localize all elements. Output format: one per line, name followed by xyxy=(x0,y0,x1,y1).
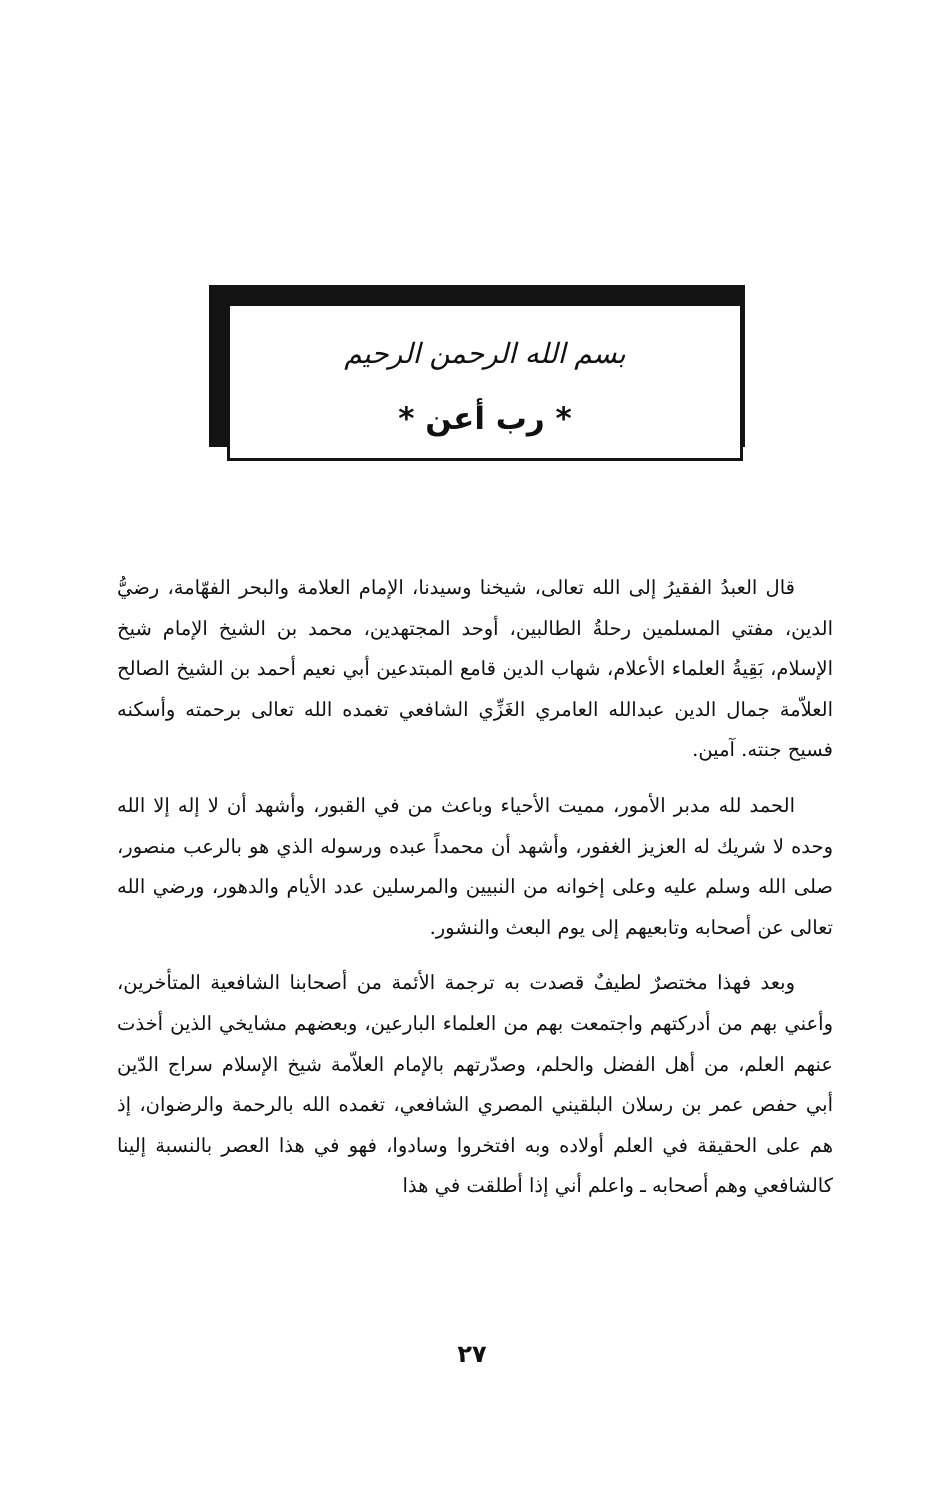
body-text xyxy=(117,568,833,1222)
basmala: بسم الله الرحمن الرحيم xyxy=(344,337,626,370)
invocation: * رب أعن * xyxy=(398,401,572,437)
paragraph-1: قال العبدُ الفقيرُ إلى الله تعالى، شيخنا وسيدنا، الإمام العلامة والبحر الفهّامة، رضيُّ الدين، مفتي المسلمين رحلةُ الطالبين، أوحد المجتهدين، محمد بن الشيخ الإمام شيخ الإسلام، بَقِيةُ العلماء الأعلام، شهاب الدين قامع المبتدعين أبي نعيم أحمد بن الشيخ الصالح العلاّمة جمال الدين عبدالله العامري الغَزِّي الشافعي تغمده الله تعالى برحمته وأسكنه فسيح جنته. آمين. xyxy=(117,576,833,762)
paragraph-2: الحمد لله مدبر الأمور، مميت الأحياء وباعث من في القبور، وأشهد أن لا إله إلا الله وحده لا شريك له العزيز الغفور، وأشهد أن محمداً عبده ورسوله الذي هو بالرعب منصور، صلى الله وسلم عليه وعلى إخوانه من النبيين والمرسلين عدد الأيام والدهور، ورضي الله تعالى عن أصحابه وتابعيهم إلى يوم البعث والنشور. xyxy=(117,793,833,939)
title-box xyxy=(227,303,743,461)
paragraph-3: وبعد فهذا مختصرٌ لطيفٌ قصدت به ترجمة الأئمة من أصحابنا الشافعية المتأخرين، وأعني بهم من أدركتهم واجتمعت بهم من العلماء البارعين، وبعضهم مشايخي الذين أخذت عنهم العلم، من أهل الفضل والحلم، وصدّرتهم بالإمام العلاّمة شيخ الإسلام سراج الدّين أبي حفص عمر بن رسلان البلقيني المصري الشافعي، تغمده الله بالرحمة والرضوان، إذ هم على الحقيقة في العلم أولاده وبه افتخروا وسادوا، فهو في هذا العصر بالنسبة إلينا كالشافعي وهم أصحابه ـ واعلم أني إذا أطلقت في هذا xyxy=(117,971,833,1198)
page-number: ٢٧ xyxy=(457,1340,487,1368)
title-frame xyxy=(209,285,747,467)
